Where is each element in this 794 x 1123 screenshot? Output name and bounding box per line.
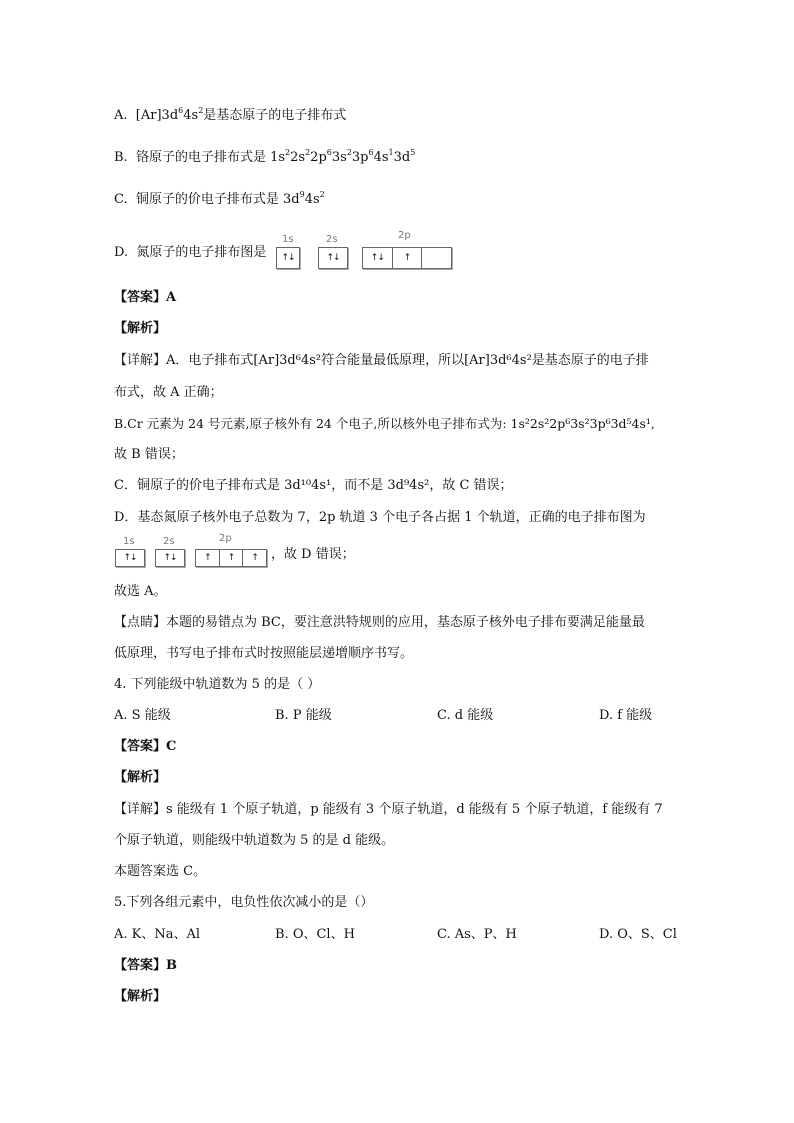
- q3-tip-1: 【点睛】本题的易错点为 BC，要注意洪特规则的应用，基态原子核外电子排布要满足能量最: [114, 615, 645, 630]
- q4-option-d: D. f 能级: [599, 708, 653, 723]
- orbital-cell: ↑: [251, 553, 258, 563]
- orbital-diagram-correct: [115, 533, 275, 572]
- q3-detail-3: B.Cr 元素为 24 号元素,原子核外有 24 个电子,所以核外电子排布式为: 1s²2s²2p⁶3s²3p⁶3d⁵4s¹,: [114, 416, 655, 431]
- orbital-box-2p: [362, 247, 452, 269]
- option-b-part: 2p: [310, 150, 327, 165]
- q3-detail-1: 【详解】A．电子排布式[Ar]3d⁶4s²符合能量最低原理，所以[Ar]3d⁶4s²是基态原子的电子排: [114, 353, 649, 368]
- option-b-sup: 6: [368, 148, 374, 157]
- option-b-prefix: B.: [114, 150, 128, 165]
- option-a-mid: 4s: [183, 108, 199, 123]
- q4-analysis-label: 【解析】: [114, 770, 167, 785]
- option-c-text: 铜原子的价电子排布式是 3d: [135, 192, 300, 207]
- q4-option-a: A. S 能级: [114, 708, 171, 723]
- q4-conclusion: 本题答案选 C。: [114, 864, 207, 879]
- option-d: [114, 244, 266, 262]
- orbital-cell: ↑↓: [163, 553, 177, 563]
- orbital-label-2s: 2s: [163, 536, 175, 547]
- q3-tip-2: 低原理，书写电子排布式时按照能层递增顺序书写。: [114, 646, 414, 661]
- orbital-cell: ↑↓: [363, 248, 393, 268]
- q3-detail-4: 故 B 错误；: [114, 447, 184, 462]
- q4-answer-label: 【答案】C: [114, 739, 177, 754]
- option-b: [114, 149, 415, 167]
- option-b-sup: 6: [326, 148, 332, 157]
- orbital-label-2s: 2s: [326, 234, 338, 245]
- q4-detail-1: 【详解】s 能级有 1 个原子轨道，p 能级有 3 个原子轨道，d 能级有 5 个原子轨道，f 能级有 7: [114, 802, 663, 817]
- option-a: [114, 107, 346, 125]
- option-b-sup: 5: [410, 148, 416, 157]
- q5-answer-label: 【答案】B: [114, 958, 177, 973]
- q4-detail-2: 个原子轨道，则能级中轨道数为 5 的是 d 能级。: [114, 833, 395, 848]
- orbital-cell: ↑: [196, 550, 220, 566]
- q3-detail-6: D．基态氮原子核外电子总数为 7，2p 轨道 3 个电子各占据 1 个轨道，正确的电子排布图为: [114, 510, 646, 525]
- orbital-diagram-wrong: [276, 230, 452, 272]
- option-b-sup: 2: [285, 148, 291, 157]
- q3-answer-label: 【答案】A: [114, 290, 177, 305]
- option-b-sup: 1: [388, 148, 394, 157]
- q3-conclusion: 故选 A。: [114, 584, 167, 599]
- q4-stem: 4. 下列能级中轨道数为 5 的是（ ）: [114, 677, 321, 692]
- orbital-label-2p: 2p: [398, 230, 411, 241]
- option-c-sup1: 9: [299, 190, 305, 199]
- orbital-cell: ↑: [220, 550, 244, 566]
- option-a-text: 是基态原子的电子排布式: [203, 108, 347, 123]
- option-a-prefix: A.: [114, 108, 128, 123]
- q3-analysis-label: 【解析】: [114, 321, 167, 336]
- orbital-box-2s: [155, 549, 185, 567]
- q5-analysis-label: 【解析】: [114, 989, 167, 1004]
- orbital-cell: ↑↓: [123, 553, 137, 563]
- option-a-sup1: 6: [178, 106, 184, 115]
- orbital-box-2p: [195, 549, 267, 567]
- option-c-sup2: 2: [319, 190, 325, 199]
- option-c-prefix: C.: [114, 192, 128, 207]
- orbital-cell: ↑↓: [326, 253, 340, 263]
- q4-option-b: B. P 能级: [275, 708, 332, 723]
- option-b-sup: 2: [346, 148, 352, 157]
- option-c: [114, 191, 325, 209]
- orbital-cell: [422, 248, 451, 268]
- q3-detail-7-suffix: ，故 D 错误；: [271, 547, 355, 562]
- q3-detail-5: C．铜原子的价电子排布式是 3d¹⁰4s¹，而不是 3d⁹4s²，故 C 错误；: [114, 478, 513, 493]
- option-a-sup2: 2: [198, 106, 204, 115]
- orbital-cell: ↑↓: [281, 253, 295, 263]
- q4-option-c: C. d 能级: [437, 708, 494, 723]
- q5-option-d: D. O、S、Cl: [599, 927, 677, 942]
- orbital-box-2s: [318, 247, 348, 269]
- option-b-sup: 2: [305, 148, 311, 157]
- q5-stem: 5.下列各组元素中，电负性依次减小的是（）: [114, 895, 374, 910]
- option-b-part: 2s: [290, 150, 306, 165]
- option-a-config: [Ar]3d: [135, 108, 179, 123]
- q5-option-a: A. K、Na、Al: [114, 927, 201, 942]
- option-b-part: 3d: [393, 150, 411, 165]
- q5-option-c: C. As、P、H: [437, 927, 517, 942]
- option-d-prefix: D.: [114, 245, 129, 260]
- orbital-label-1s: 1s: [282, 234, 294, 245]
- orbital-box-1s: [115, 549, 145, 567]
- option-b-part: 4s: [373, 150, 389, 165]
- option-c-mid: 4s: [304, 192, 320, 207]
- orbital-cell: ↑: [393, 248, 423, 268]
- option-d-text: 氮原子的电子排布图是: [136, 245, 267, 260]
- orbital-label-2p: 2p: [219, 533, 232, 544]
- q3-detail-2: 布式，故 A 正确；: [114, 385, 223, 400]
- orbital-label-1s: 1s: [123, 536, 135, 547]
- option-b-part: 3s: [331, 150, 347, 165]
- option-b-part: 3p: [351, 150, 369, 165]
- option-b-text: 铬原子的电子排布式是 1s: [135, 150, 286, 165]
- orbital-box-1s: [276, 247, 300, 269]
- q5-option-b: B. O、Cl、H: [275, 927, 355, 942]
